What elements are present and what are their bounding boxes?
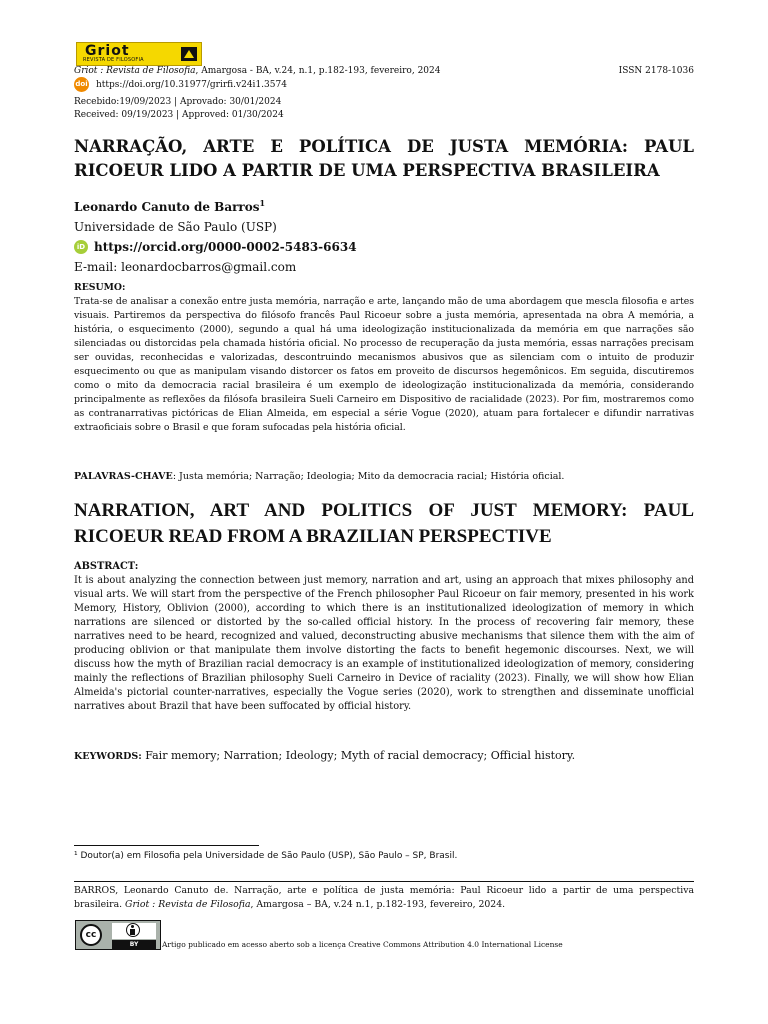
- keywords-pt-label: PALAVRAS-CHAVE: [74, 471, 173, 482]
- doi-link[interactable]: https://doi.org/10.31977/grirfi.v24i1.3574: [96, 80, 287, 90]
- journal-details: , Amargosa - BA, v.24, n.1, p.182-193, fevereiro, 2024: [195, 66, 441, 76]
- keywords-en-label: KEYWORDS:: [74, 751, 142, 762]
- resumo-section: [74, 281, 694, 435]
- citation-part2: , Amargosa – BA, v.24 n.1, p.182-193, fevereiro, 2024.: [250, 899, 506, 910]
- author-email: E-mail: leonardocbarros@gmail.com: [74, 260, 297, 274]
- title-english: NARRATION, ART AND POLITICS OF JUST MEMORY: PAUL RICOEUR READ FROM A BRAZILIAN PERSPECTIVE: [74, 500, 694, 547]
- orcid-link[interactable]: https://orcid.org/0000-0002-5483-6634: [94, 240, 357, 254]
- doi-row: [74, 79, 694, 91]
- citation-part1: BARROS, Leonardo Canuto de. Narração, arte e política de justa memória: Paul Ricoeur lido a partir de uma perspectiva brasileira.: [74, 885, 694, 910]
- creative-commons-badge[interactable]: [75, 920, 161, 950]
- citation-journal: Griot : Revista de Filosofia: [125, 899, 251, 910]
- orcid-row: [74, 237, 694, 257]
- author-footnote-mark: 1: [259, 198, 266, 208]
- citation-divider: [74, 881, 694, 882]
- logo-wordmark: Griot: [85, 43, 130, 59]
- keywords-pt: [74, 470, 694, 484]
- cc-icon: cc: [80, 924, 102, 946]
- orcid-icon: iD: [74, 240, 88, 254]
- resumo-text: Trata-se de analisar a conexão entre justa memória, narração e arte, lançando mão de uma abordagem que mescla filosofia e artes visuais. Partiremos da perspectiva do filósofo francês Paul Ricoeur sobre a justa memória, apresentada na obra A memória, a história, o esquecimento (2000), segundo a qual há uma ideologização institucionalizada da memória em que narrações são silenciadas ou distorcidas pela chamada história oficial. No processo de recuperação da justa memória, essas narrações precisam ser ouvidas, reconhecidas e valorizadas, descontruindo mecanismos abusivos que as silenciam com o intuito de produzir esquecimento ou que as manipulam visando distorcer os fatos em proveito de discursos hegemônicos. Em seguida, discutiremos como o mito da democracia racial brasileira é um exemplo de ideologização institucionalizada da memória, considerando principalmente as reflexões da filósofa brasileira Sueli Carneiro em Dispositivo de racialidade (2023). Por fim, mostraremos como as contranarrativas pictóricas de Elian Almeida, em especial a série Vogue (2020), atuam para fortalecer e difundir narrativas extraoficiais sobre o Brasil e que foram sufocadas pela história oficial.: [74, 296, 694, 433]
- journal-name: Griot : Revista de Filosofia: [74, 66, 196, 76]
- by-label: BY: [112, 940, 156, 949]
- journal-logo: [76, 42, 202, 66]
- keywords-en-text: Fair memory; Narration; Ideology; Myth of racial democracy; Official history.: [141, 749, 576, 762]
- license-text: Artigo publicado em acesso aberto sob a licença Creative Commons Attribution 4.0 International License: [162, 940, 563, 949]
- received-date-pt: Recebido:19/09/2023 | Aprovado: 30/01/2024: [74, 97, 282, 107]
- journal-reference: [74, 65, 694, 77]
- citation: [74, 884, 694, 912]
- abstract-section: [74, 560, 694, 714]
- footnote-divider: [74, 845, 259, 846]
- abstract-heading: ABSTRACT:: [74, 561, 139, 572]
- abstract-text: It is about analyzing the connection between just memory, narration and art, using an approach that mixes philosophy and visual arts. We will start from the perspective of the French philosopher Paul Ricoeur on fair memory, presented in his work Memory, History, Oblivion (2000), according to which there is an institutionalized ideologization of memory in which narrations are silenced or distorted by the so-called official history. In the process of recovering fair memory, these narratives need to be heard, recognized and valued, deconstructing abusive mechanisms that silence them with the aim of producing oblivion or that manipulate them involve distorting the facts to benefit hegemonic discourses. Next, we will discuss how the myth of Brazilian racial democracy is an example of institutionalized ideologization of memory, considering mainly the reflections of Brazilian philosophy Sueli Carneiro in Device of raciality (2023). Finally, we will show how Elian Almeida's pictorial counter-narratives, especially the Vogue series (2020), work to strengthen and disseminate unofficial narratives about Brazil that have been suffocated by official history.: [74, 575, 694, 712]
- doi-icon: doi: [74, 77, 89, 92]
- author-name: Leonardo Canuto de Barros: [74, 200, 260, 214]
- title-portuguese: NARRAÇÃO, ARTE E POLÍTICA DE JUSTA MEMÓRIA: PAUL RICOEUR LIDO A PARTIR DE UMA PERSPECTIVA BRASILEIRA: [74, 137, 694, 180]
- keywords-pt-text: : Justa memória; Narração; Ideologia; Mito da democracia racial; História oficial.: [172, 471, 565, 482]
- logo-subtitle: REVISTA DE FILOSOFIA: [83, 57, 144, 63]
- resumo-heading: RESUMO:: [74, 282, 126, 293]
- keywords-en: [74, 749, 694, 764]
- attribution-person-icon: [126, 923, 140, 937]
- author-name-row: [74, 193, 694, 217]
- author-block: [74, 193, 694, 277]
- issn: ISSN 2178-1036: [618, 66, 694, 76]
- logo-emblem-icon: [181, 47, 197, 61]
- footnote: ¹ Doutor(a) em Filosofia pela Universidade de São Paulo (USP), São Paulo – SP, Brasil.: [74, 851, 458, 861]
- received-date-en: Received: 09/19/2023 | Approved: 01/30/2024: [74, 110, 284, 120]
- author-affiliation: Universidade de São Paulo (USP): [74, 220, 277, 234]
